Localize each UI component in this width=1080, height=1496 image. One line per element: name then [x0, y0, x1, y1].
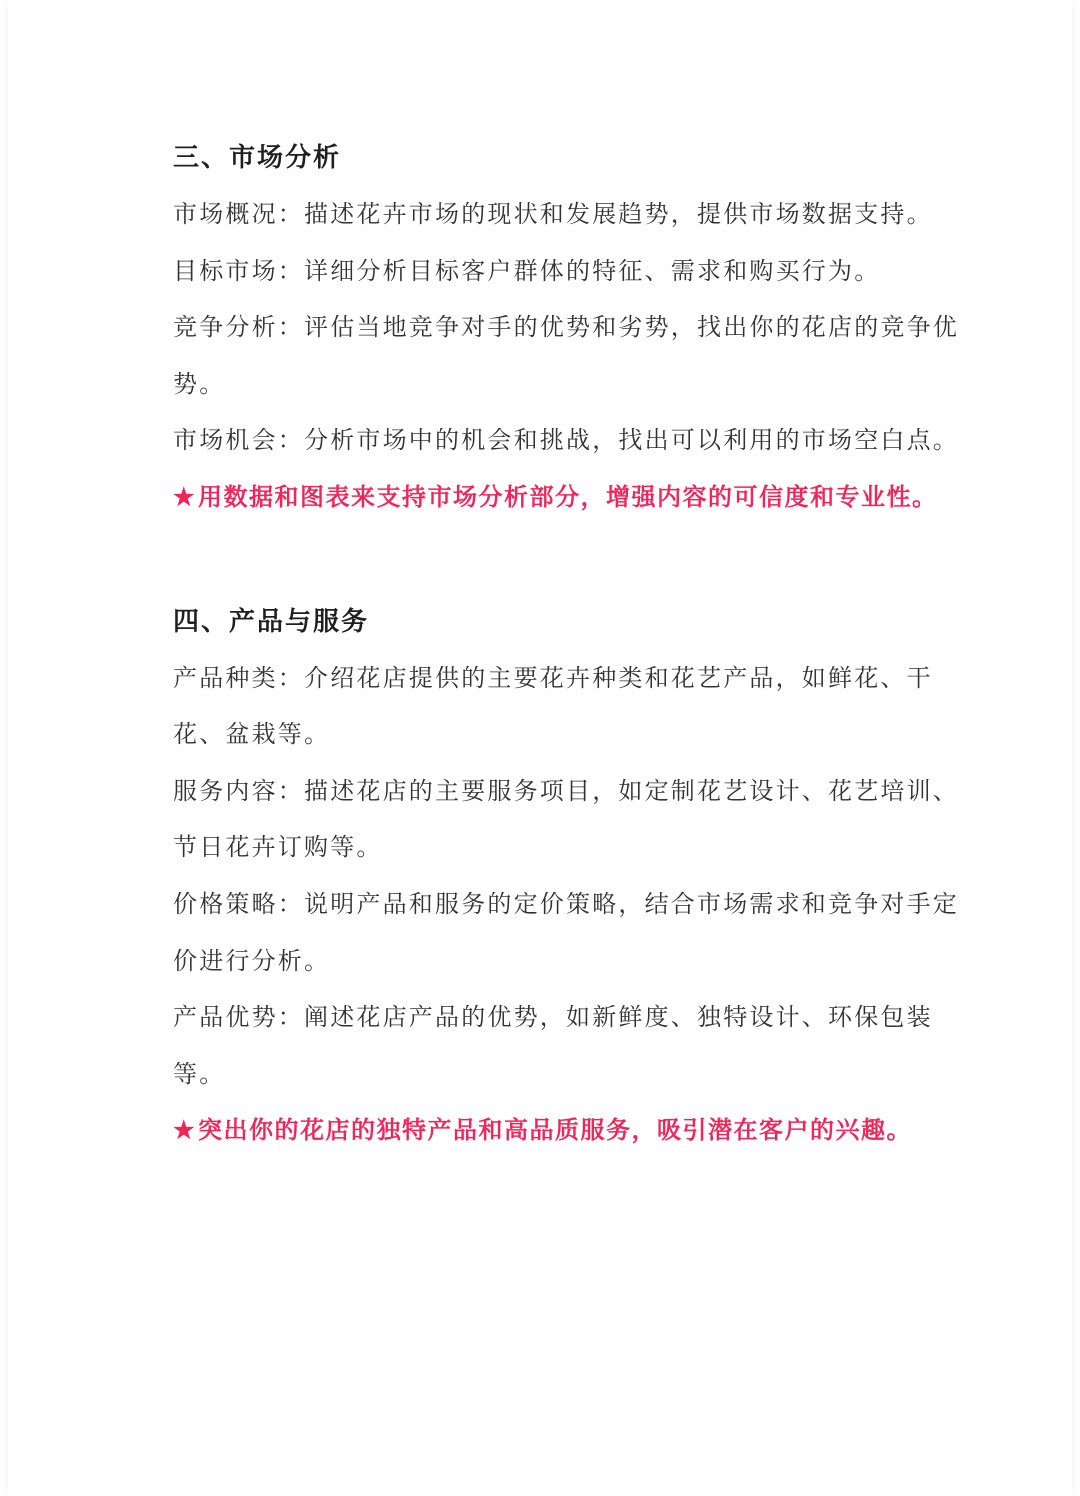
section-products-services	[173, 594, 963, 1159]
tip-text: 突出你的花店的独特产品和高品质服务，吸引潜在客户的兴趣。	[198, 1115, 913, 1145]
paragraph-competition-analysis: 竞争分析：评估当地竞争对手的优势和劣势，找出你的花店的竞争优势。	[173, 313, 959, 398]
paragraph-market-opportunity: 市场机会：分析市场中的机会和挑战，找出可以利用的市场空白点。	[173, 426, 959, 455]
star-icon: ★	[173, 481, 197, 511]
tip-text: 用数据和图表来支持市场分析部分，增强内容的可信度和专业性。	[198, 481, 938, 511]
paragraph-market-overview: 市场概况：描述花卉市场的现状和发展趋势，提供市场数据支持。	[173, 200, 933, 228]
section-heading: 三、市场分析	[173, 143, 342, 173]
document-page	[8, 0, 1072, 1496]
tip-note	[173, 1102, 963, 1159]
paragraph-target-market: 目标市场：详细分析目标客户群体的特征、需求和购买行为。	[173, 256, 881, 285]
section-heading: 四、产品与服务	[173, 606, 370, 637]
paragraph-product-advantages: 产品优势：阐述花店产品的优势，如新鲜度、独特设计、环保包装等。	[173, 1003, 933, 1088]
section-market-analysis	[173, 130, 963, 526]
star-icon: ★	[173, 1115, 197, 1145]
paragraph-product-types: 产品种类：介绍花店提供的主要花卉种类和花艺产品，如鲜花、干花、盆栽等。	[173, 663, 933, 749]
tip-note	[173, 469, 963, 526]
paragraph-service-content: 服务内容：描述花店的主要服务项目，如定制花艺设计、花艺培训、节日花卉订购等。	[173, 776, 959, 862]
document-body	[173, 130, 963, 1159]
paragraph-pricing-strategy: 价格策略：说明产品和服务的定价策略，结合市场需求和竞争对手定价进行分析。	[173, 889, 959, 975]
